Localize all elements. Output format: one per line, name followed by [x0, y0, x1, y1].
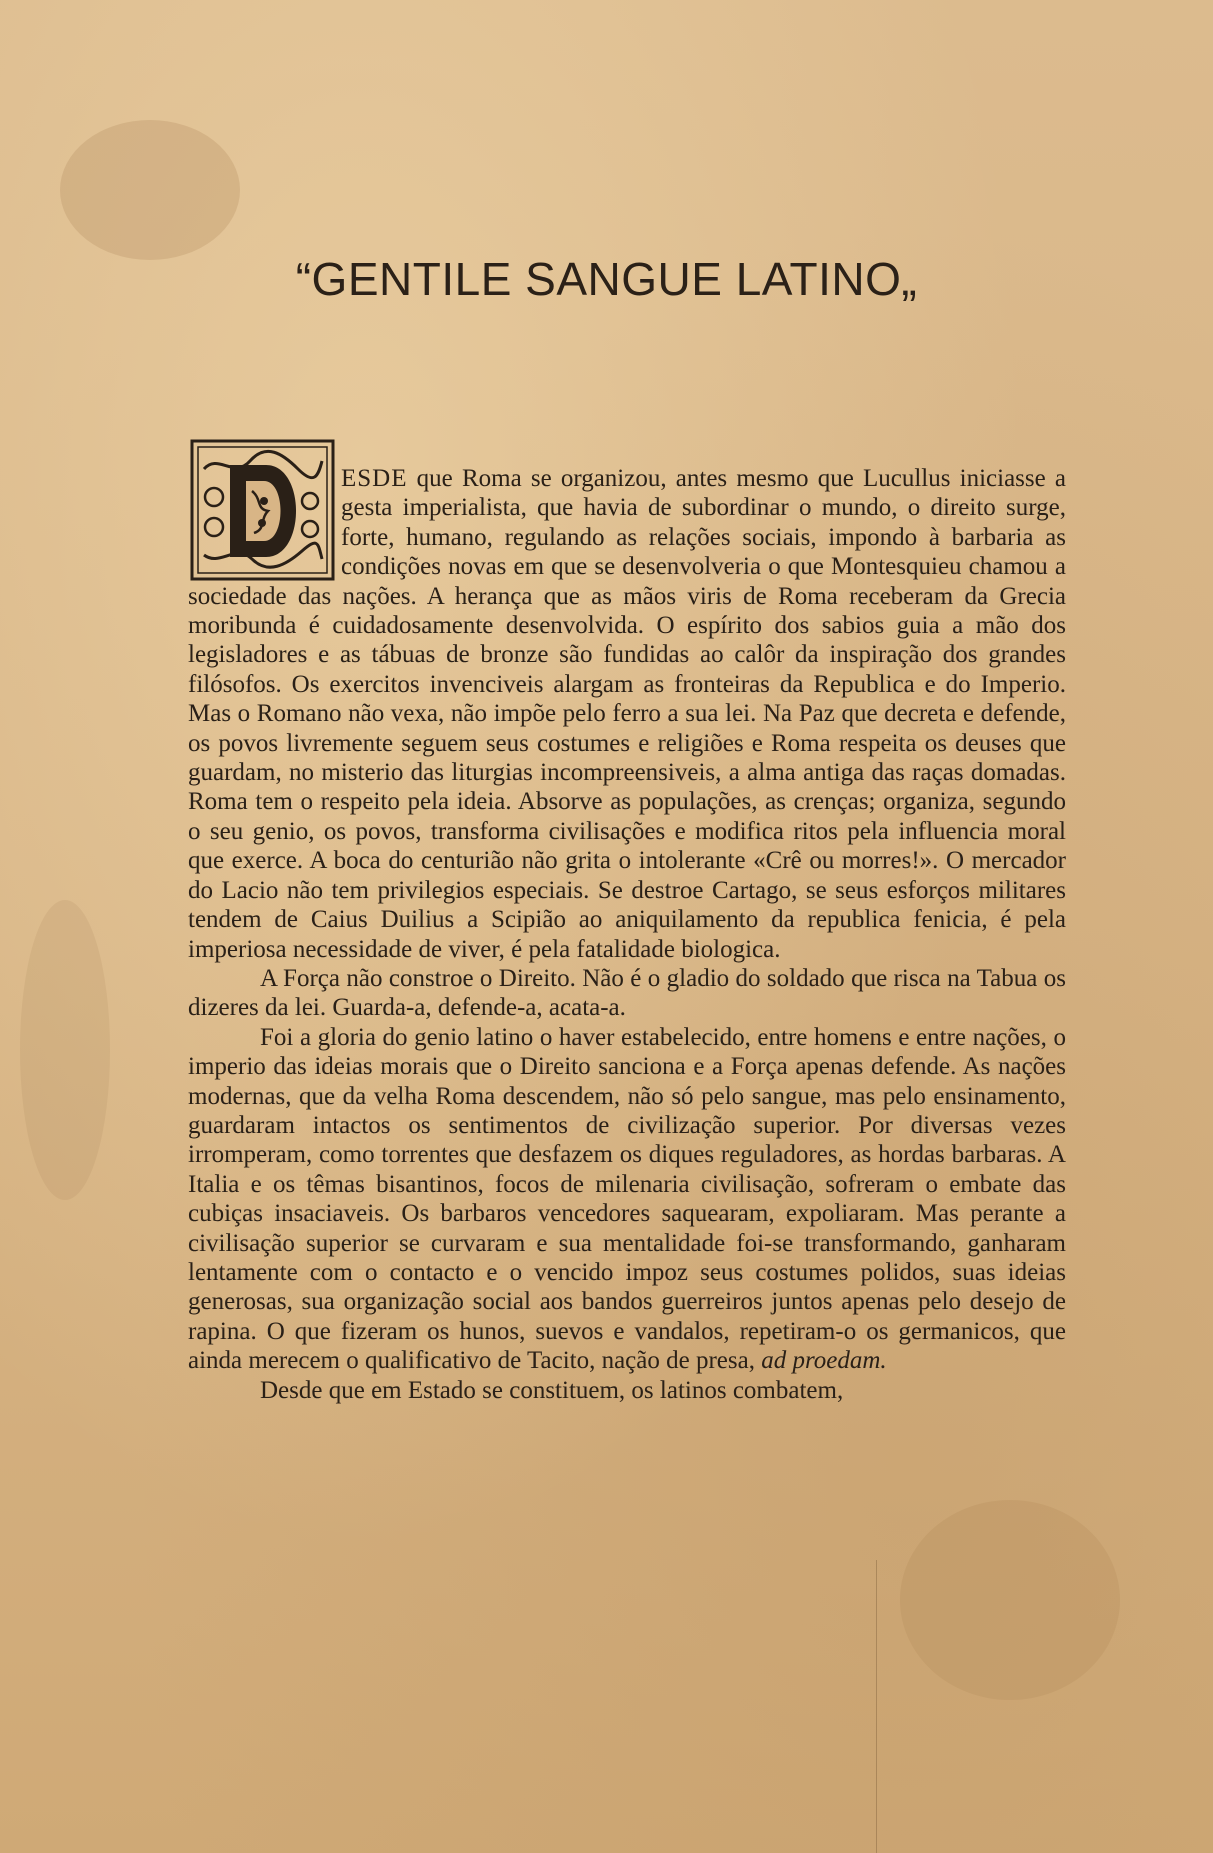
paper-stain: [20, 900, 110, 1200]
paper-crease: [876, 1560, 877, 1853]
paper-stain: [60, 120, 240, 260]
dropcap-continuation: ESDE: [341, 465, 408, 492]
latin-phrase: ad proedam.: [761, 1347, 887, 1375]
ornamental-initial-d-icon: [190, 439, 335, 581]
paragraph-2: A Força não constroe o Direito. Não é o gladio do soldado que risca na Tabua os dizeres da lei. Guarda-a, defende-a, acata-a.: [188, 964, 1066, 1022]
paragraph-1-text: que Roma se organizou, antes mesmo que Lucullus iniciasse a gesta imperialista, que havia de subordinar o mundo, o direito surge, forte, humano, regulando as relações sociais, impondo à barbaria as condições novas em que se desenvolveria o que Montesquieu chamou a sociedade das nações. A herança que as mãos viris de Roma receberam da Grecia moribunda é cuidadosamente desenvolvida. O espírito dos sabios guia a mão dos legisladores e as tábuas de bronze são fundidas ao calôr da inspiração dos grandes filósofos. Os exercitos invenciveis alargam as fronteiras da Republica e do Imperio. Mas o Romano não vexa, não impõe pelo ferro a sua lei. Na Paz que decreta e defende, os povos livremente seguem seus costumes e religiões e Roma respeita os deuses que guardam, no misterio das liturgias incompreensiveis, a alma antiga das raças domadas. Roma tem o respeito pela ideia. Absorve as populações, as crenças; organiza, segundo o seu genio, os povos, transforma civilisações e modifica ritos pela influencia moral que exerce. A boca do centurião não grita o intolerante «Crê ou morres!». O mercador do Lacio não tem privilegios especiais. Se destroe Cartago, se seus esforços militares tendem de Caius Duilius a Scipião ao aniquilamento da republica fenicia, é pela imperiosa necessidade de viver, é pela fatalidade biologica.: [188, 465, 1066, 963]
paragraph-4: Desde que em Estado se constituem, os latinos combatem,: [260, 1376, 844, 1404]
article-body: [188, 464, 1066, 1405]
paper-stain: [900, 1500, 1120, 1700]
paragraph-3: [188, 1023, 1066, 1376]
page-title: “GENTILE SANGUE LATINO„: [295, 253, 918, 305]
paragraph-3-text: Foi a gloria do genio latino o haver estabelecido, entre homens e entre nações, o imperio das ideias morais que o Direito sanciona e a Força apenas defende. As nações modernas, que da velha Roma descendem, não só pelo sangue, mas pelo ensinamento, guardaram intactos os sentimentos de civilização superior. Por diversas vezes irromperam, como torrentes que desfazem os diques reguladores, as hordas barbaras. A Italia e os têmas bisantinos, focos de milenaria civilisação, sofreram o embate das cubiças insaciaveis. Os barbaros vencedores saquearam, expoliaram. Mas perante a civilisação superior se curvaram e sua mentalidade foi-se transformando, ganharam lentamente com o contacto e o vencido impoz seus costumes polidos, suas ideias generosas, sua organização social aos bandos guerreiros juntos apenas pelo desejo de rapina. O que fizeram os hunos, suevos e vandalos, repetiram-o os germanicos, que ainda merecem o qualificativo de Tacito, nação de presa,: [188, 1023, 1066, 1375]
paragraph-1: [188, 464, 1066, 964]
